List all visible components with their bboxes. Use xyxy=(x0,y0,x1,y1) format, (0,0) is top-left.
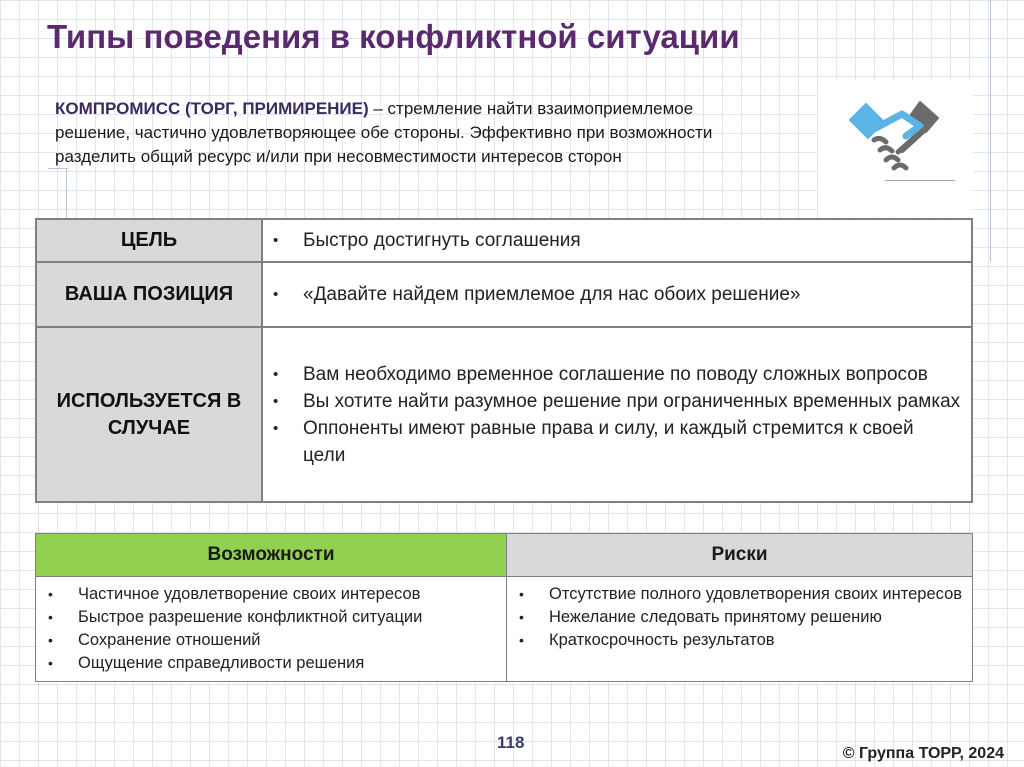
copyright: © Группа ТОРР, 2024 xyxy=(842,745,1004,762)
row-label-position: ВАША ПОЗИЦИЯ xyxy=(36,262,262,327)
decor-line-left-v xyxy=(66,168,67,218)
handshake-icon xyxy=(840,90,960,190)
list-item: • Вы хотите найти разумное решение при ограниченных временных рамках xyxy=(271,388,961,415)
page-number: 118 xyxy=(497,733,525,752)
list-item: • Нежелание следовать принятому решению xyxy=(513,606,966,629)
decor-line-right xyxy=(990,0,991,262)
list-item: • «Давайте найдем приемлемое для нас обоих решение» xyxy=(271,281,961,308)
row-value-position xyxy=(262,262,972,327)
behavior-table xyxy=(35,218,973,503)
pros-cons-table xyxy=(35,533,973,682)
table-row xyxy=(36,327,972,502)
handshake-icon-box xyxy=(818,80,973,217)
table-row xyxy=(36,262,972,327)
list-item: • Оппоненты имеют равные права и силу, и каждый стремится к своей цели xyxy=(271,415,961,469)
intro-text: – стремление найти взаимоприемлемое решение, частично удовлетворяющее обе стороны. Эффективно при возможности разделить общий ресурс и/или при несовместимости интересов сторон xyxy=(55,99,713,166)
list-item: • Краткосрочность результатов xyxy=(513,629,966,652)
list-item: • Вам необходимо временное соглашение по поводу сложных вопросов xyxy=(271,361,961,388)
list-item: • Сохранение отношений xyxy=(42,629,500,652)
row-label-used-when: ИСПОЛЬЗУЕТСЯ В СЛУЧАЕ xyxy=(36,327,262,502)
list-item: • Отсутствие полного удовлетворения своих интересов xyxy=(513,583,966,606)
list-item: • Быстро достигнуть соглашения xyxy=(271,227,961,254)
opportunities-header: Возможности xyxy=(36,534,507,577)
opportunities-cell xyxy=(36,577,507,682)
list-item: • Частичное удовлетворение своих интересов xyxy=(42,583,500,606)
table-row xyxy=(36,219,972,262)
row-value-used-when xyxy=(262,327,972,502)
row-label-goal: ЦЕЛЬ xyxy=(36,219,262,262)
intro-paragraph xyxy=(55,97,755,169)
icon-underline xyxy=(885,180,955,181)
list-item: • Быстрое разрешение конфликтной ситуации xyxy=(42,606,500,629)
intro-term: КОМПРОМИСС (ТОРГ, ПРИМИРЕНИЕ) xyxy=(55,99,369,118)
list-item: • Ощущение справедливости решения xyxy=(42,652,500,675)
risks-cell xyxy=(507,577,973,682)
page-title: Типы поведения в конфликтной ситуации xyxy=(47,18,740,55)
row-value-goal xyxy=(262,219,972,262)
risks-header: Риски xyxy=(507,534,973,577)
